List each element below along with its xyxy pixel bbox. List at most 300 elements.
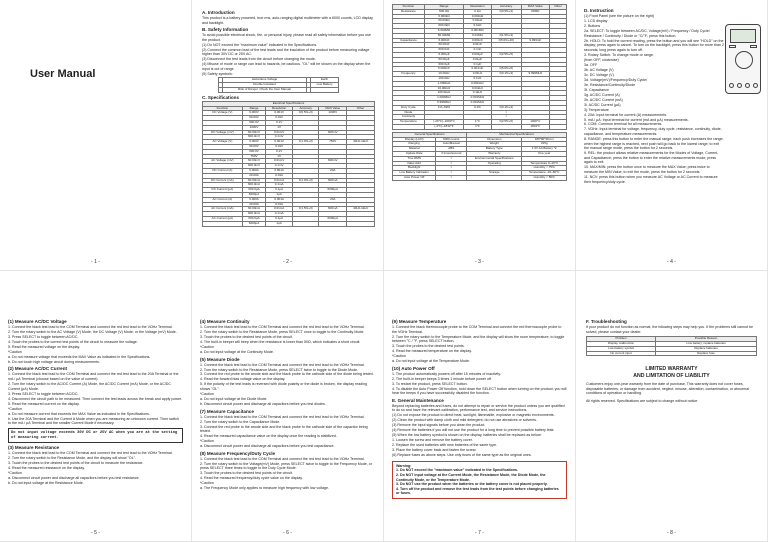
table-cell: √ <box>491 110 521 115</box>
page-number: - 6 - <box>283 530 292 536</box>
table-cell: 0.01A <box>266 173 293 178</box>
table-cell: √ <box>436 166 467 171</box>
list-item: (6) Replace fuses as above steps. Use only fuses of the same type as the original ones. <box>392 453 532 458</box>
table-cell: 1μA <box>266 221 293 226</box>
capacitance-steps <box>200 415 375 449</box>
list-item: *Caution <box>200 344 214 349</box>
list-item: 10. MAX/MIN: press the button once to measure the MAX Value; press twice to measure the MIN Value; to exit the mode, press the button for 2 seconds. <box>584 165 710 174</box>
table-cell: 0.1mV <box>266 135 293 140</box>
table-cell: 0.1V <box>266 121 293 126</box>
table-cell: Environmental Specifications <box>467 156 522 161</box>
warranty-heading: LIMITED WARRANTY AND LIMITATION OF LIABILITY <box>633 366 710 379</box>
list-item: 3g. AC/DC Current (A) <box>584 92 620 97</box>
list-item: b. Use the 20A Terminal and the Current A Mode when you are measuring an unknown current. Then switch to the mA / μA Terminal and the smaller Current Mode if necessary. <box>8 416 180 426</box>
table-cell: ±(2.5%+5) <box>491 120 521 125</box>
list-item: 1. Connect the black test lead to the COM Terminal and connect the red test lead to the VΩHz Terminal. <box>8 451 173 456</box>
warning-heading: Warning: <box>396 463 412 468</box>
list-item: a. Do not input voltage at the Continuity Mode. <box>200 349 274 354</box>
section-heading: A. Introduction <box>202 10 235 15</box>
list-item: (5) When the low battery symbol is shown on the display, batteries shall be replaced as below: <box>392 433 542 438</box>
rights-text: All rights reserved. Specifications are subject to change without notice. <box>586 398 699 403</box>
table-cell <box>467 175 522 180</box>
column-header: Function <box>393 5 425 10</box>
current-steps <box>8 372 183 425</box>
table-cell: 1.5V AA Battery *2 <box>522 147 567 152</box>
table-cell: Ranging <box>393 142 436 147</box>
table-cell: Replace fuse <box>656 351 757 356</box>
table-cell: 6.000nF <box>424 38 463 43</box>
table-cell: 1μA <box>266 193 293 198</box>
table-cell: Update Rate <box>393 151 436 156</box>
page-7 <box>384 271 576 542</box>
table-cell: 180*90*46mm <box>522 137 567 142</box>
table-cell: 600.0mA <box>242 212 265 217</box>
column-header: Other <box>347 106 375 111</box>
list-item: 3. Connect the red probe to the anode side and the black probe to the cathode side of the diode being tested. <box>200 372 374 377</box>
page-number: - 4 - <box>667 259 676 265</box>
page-number: - 1 - <box>91 259 100 265</box>
table-cell: 6000 counts <box>436 137 467 142</box>
table-cell: 9.999mF <box>521 38 550 43</box>
table-cell: 1.000kHz <box>424 81 463 86</box>
list-item: 3. To restart the product, press SELECT button. <box>392 381 468 386</box>
table-cell: Humidity < 80% <box>522 175 567 180</box>
list-item: 2. Turn the rotary switch to the AC/DC Current (A) Mode, the AC/DC Current (mA) Mode, or the AC/DC Current (μA) Mode. <box>8 382 171 391</box>
table-cell: 0.001A <box>266 169 293 174</box>
table-cell: Replace batteries <box>656 346 757 351</box>
list-item: 4. Touch the probes to the correct test points of the circuit to measure the voltage. <box>8 339 138 344</box>
table-cell: √ <box>436 171 467 176</box>
section-heading: (1) Measure AC/DC Voltage <box>8 319 67 324</box>
table-cell: 60.00μF <box>424 57 463 62</box>
table-cell: Warranty <box>467 151 522 156</box>
table-cell: 9.999MHz <box>521 72 550 77</box>
table-cell: AC Current (μA) <box>203 217 243 222</box>
list-item: (4) Remove the batteries if you will not use the product for a long time to prevent possible battery leak. <box>392 428 555 433</box>
table-cell: 0.1μA <box>266 188 293 193</box>
section-heading: (10) Auto Power Off <box>392 365 435 371</box>
rotary-switch-icon <box>735 51 753 69</box>
table-cell: ±(1.0%+3) <box>293 140 319 145</box>
list-item: 4. Turn off the product and remove the test leads from the test points before changing batteries or fuses. <box>396 486 559 496</box>
table-cell: Data Hold <box>393 161 436 166</box>
table-cell: 0.001A <box>266 197 293 202</box>
table-cell: 0.01nF <box>464 43 492 48</box>
table-cell: 0.01A <box>266 202 293 207</box>
table-cell: 10.00kHz <box>424 86 463 91</box>
symbols-table <box>218 77 339 92</box>
list-item: 1. Connect the black test lead to the COM Terminal and connect the red test lead to the VΩHz Terminal. <box>200 325 365 329</box>
list-item: 3c. DC Voltage (V) <box>584 72 614 77</box>
list-item: a. Do not measure current that exceeds the MAX Value as indicated in the Specifications. <box>8 411 150 416</box>
table-cell: 0.1kHz <box>464 91 492 96</box>
list-item: 4. The built-in beeper will beep when the resistance is lower than 50Ω, which indicates a short circuit. <box>200 339 361 344</box>
table-cell: 6000μA <box>242 193 265 198</box>
table-cell: 0.001nF <box>464 38 492 43</box>
jack-ma-icon <box>737 83 742 88</box>
table-cell: Diode <box>393 110 425 115</box>
list-item: 3. Press SELECT to toggle between AC/DC. <box>8 334 79 339</box>
table-cell: 60.00V <box>242 145 265 150</box>
table-cell: Material <box>393 147 436 152</box>
list-item: (from OFF, clockwise) <box>584 57 619 62</box>
table-cell: 600.0mV <box>242 135 265 140</box>
table-cell: 600.0μF <box>424 62 463 67</box>
list-item: (1) Front Panel (see the picture on the right) <box>584 14 654 18</box>
instruction-list <box>584 14 724 184</box>
table-cell: Duty Cycle <box>393 105 425 110</box>
list-item: 4. Read the forward bias voltage value on the display. <box>200 377 286 382</box>
list-item: 4. Read the measured temperature on the display. <box>392 349 472 354</box>
table-cell: 600.0V <box>242 121 265 126</box>
list-item: 1. Connect the black test lead to the COM Terminal and connect the red test lead to the VΩHz Terminal. <box>8 325 173 329</box>
list-item: 3i. AC/DC Current (μA) <box>584 102 621 107</box>
table-cell: 0.1Hz <box>464 76 492 81</box>
column-header: Possible Reason <box>656 337 757 342</box>
section-heading: (3) Measure Resistance <box>8 445 60 451</box>
list-item: a. The Frequency Mode only applies to measure high frequency with low voltage. <box>200 486 329 491</box>
safety-list <box>202 33 375 76</box>
voltage-steps <box>8 325 183 364</box>
list-item: 3b. AC Voltage (V) <box>584 67 614 72</box>
column-header: Problem <box>587 337 656 342</box>
table-cell: 0.01kΩ <box>464 19 492 24</box>
list-item: 2. Replace the used batteries with new batteries of the same type. <box>392 443 498 448</box>
warning-list <box>396 468 563 496</box>
table-cell: Risk of Danger. Check the User Manual <box>223 88 306 93</box>
column-header: MAX Value <box>521 5 550 10</box>
list-item: 1. The product automatically powers off after 15 minutes of inactivity. <box>392 371 501 376</box>
table-cell: 6.000V <box>242 111 265 116</box>
list-item: 5. Read the measured current on the display. <box>8 401 80 406</box>
table-cell: No current input <box>587 351 656 356</box>
spec-table-continued <box>392 4 567 130</box>
list-item: 2. The built-in beeper beeps 3 times 1 minute before power off. <box>392 376 492 381</box>
section-heading: F. Troubleshooting <box>586 319 627 324</box>
section-heading: (9) Measure Temperature <box>392 319 447 324</box>
troubleshooting-intro: If your product do not function as normal, the following steps may help you. If the problems still cannot be solved, please contact your dealer. <box>586 325 754 334</box>
table-cell: Weight <box>467 142 522 147</box>
table-cell <box>293 221 319 226</box>
table-cell: DC Voltage (mV) <box>203 130 243 135</box>
table-cell: Dimension <box>467 137 522 142</box>
list-item: a. Do not input voltage at the Diode Mode. <box>200 397 268 402</box>
table-cell: Auto Power Off <box>393 175 436 180</box>
table-cell: ±(0.1%+3) <box>491 72 521 77</box>
table-cell: √ <box>436 175 467 180</box>
table-cell: 6.000V <box>242 140 265 145</box>
table-cell: 0.01mV <box>266 159 293 164</box>
table-cell: DC Current (mA) <box>203 178 243 183</box>
table-cell: DC Voltage (V) <box>203 111 243 116</box>
table-cell: ±(5.0%+5) <box>491 67 521 72</box>
list-item: 5. Read the measured voltage on the display. <box>8 344 81 349</box>
table-cell: 60.00mA <box>242 207 265 212</box>
column-header: General Specifications <box>393 132 467 137</box>
table-cell: √ <box>436 161 467 166</box>
table-cell <box>203 221 243 226</box>
list-item: 4. Disconnect the circuit path to be measured. Then connect the test leads across the break and apply power. <box>8 396 182 401</box>
list-item: 7. VΩHz: Input terminal for voltage, frequency, duty cycle, resistance, continuity, diode, capacitance, and temperature measurements. <box>584 127 722 137</box>
table-cell: 40Hz-1kHz <box>347 207 375 212</box>
table-cell: 0.01kHz <box>464 86 492 91</box>
table-row <box>393 175 567 180</box>
page-6 <box>192 271 384 542</box>
intro-text: This product is a battery powered, true rms, auto-ranging digital multimeter with a 6000 counts, LCD display and backlight. <box>202 16 373 25</box>
table-cell: Low Battery <box>310 83 338 88</box>
page-number: - 3 - <box>475 259 484 265</box>
table-cell: 20.00A <box>242 173 265 178</box>
table-cell: AC Current (mA) <box>203 207 243 212</box>
table-cell: 0.001V <box>266 140 293 145</box>
table-cell: √ <box>436 156 467 161</box>
list-item: 1. LCD display <box>584 18 608 23</box>
list-item: To avoid possible electrical shock, fire, or personal injury, please read all safety information before you use the product. <box>202 33 371 42</box>
jack-20a-icon <box>729 83 734 88</box>
electrical-spec-table <box>202 101 375 227</box>
select-button-icon <box>729 45 736 48</box>
table-cell: 0.001mF <box>464 67 492 72</box>
table-cell: Temperature -20~60°C <box>522 171 567 176</box>
list-item: *Caution <box>8 471 22 476</box>
list-item: 6. COM: Common terminal for all measurements. <box>584 122 663 127</box>
table-cell: 0.1mV <box>266 164 293 169</box>
table-cell: 0.001MHz <box>464 100 492 105</box>
page-2 <box>192 0 384 271</box>
list-item: 1. Connect the black test lead to the COM Terminal and connect the red test lead to the VΩHz Terminal. <box>200 414 365 419</box>
table-cell: Display malfunction <box>587 341 656 346</box>
list-item: 2. Do NOT input voltage at the Current Mode, the Resistance Mode, the Diode Mode, the Continuity Mode, or the Temperature Mode. <box>396 473 546 482</box>
list-item: 3f. Capacitance <box>584 87 609 92</box>
list-item: (3) Disconnect the test leads from the circuit before changing the mode. <box>202 57 316 62</box>
lcd-display-icon <box>730 29 756 43</box>
table-cell: 0.1μA <box>266 217 293 222</box>
list-item: Beyond replacing batteries and fuses, do not attempt to repair or service the product unless you are qualified to do so and have the relevant calibration, performance test, and service instructions. <box>392 403 565 413</box>
section-heading: (2) Measure AC/DC Current <box>8 366 68 372</box>
page-4 <box>576 0 768 271</box>
table-cell: 0.001kΩ <box>464 14 492 19</box>
list-item: (2) Clean the product with damp cloth and mild detergent; do not use abrasives or solvents. <box>392 418 538 423</box>
table-cell: Hazardous Voltage <box>223 78 306 83</box>
table-cell: Capacitance <box>393 38 425 43</box>
list-item: 3j. Temperature <box>584 107 609 112</box>
table-cell <box>550 124 567 129</box>
column-header: Accuracy <box>293 106 319 111</box>
troubleshooting-table <box>586 336 757 356</box>
section-heading: (5) Measure Diode <box>200 356 240 362</box>
table-cell: 6.000μF <box>424 52 463 57</box>
table-row <box>203 221 375 226</box>
table-cell: Display (LCD) <box>393 137 436 142</box>
column-header: Range <box>242 106 265 111</box>
list-item: 5. mA / μA: Input terminal for current (mA and μA) measurements. <box>584 117 689 122</box>
page-number: - 2 - <box>283 259 292 265</box>
table-cell: 600mV <box>319 130 347 135</box>
list-item: (3) Remove the input signals before you clean the product. <box>392 423 486 428</box>
table-cell: 1000°C <box>521 120 550 125</box>
list-item: a. Do not input voltage at the Temperature Mode. <box>392 359 471 364</box>
list-item: 3. Place the battery cover back and fasten the screw. <box>392 448 477 453</box>
list-item: b. Do not input voltage at the Resistance Mode. <box>8 481 84 486</box>
table-cell: Earth <box>310 78 338 83</box>
list-item: 9. REL: the product allows relative measurements for the Modes of Voltage, Current, and Capacitance; press the button to enter the relative measurements mode; press again to exit. <box>584 151 719 165</box>
table-cell: 750V <box>319 140 347 145</box>
list-item: 2. Turn the rotary switch to the Resistance Mode, and the display will show "OL". <box>8 456 136 461</box>
table-cell: 0.1μF <box>464 62 492 67</box>
table-cell: 60.00MΩ <box>424 33 463 38</box>
table-cell: 60.00mA <box>242 178 265 183</box>
table-cell: Backlight <box>393 166 436 171</box>
table-cell: Operating <box>467 161 522 166</box>
table-cell: AC Current (A) <box>203 197 243 202</box>
page-8 <box>576 271 768 542</box>
list-item: 2. Turn the rotary switch to the Capacitance Mode. <box>200 419 281 424</box>
table-cell: 600.0μA <box>242 217 265 222</box>
list-item: 4. To disable the Auto Power Off function, hold down the SELECT button when turning on the product; you will hear the beeps if you have successfully disabled the function. <box>392 386 567 396</box>
table-cell: 600.0Ω <box>424 9 463 14</box>
table-cell <box>393 124 425 129</box>
section-heading: (7) Measure Capacitance <box>200 408 254 414</box>
table-cell: 0.001V <box>266 111 293 116</box>
warranty-text: Customers enjoy one-year warranty from the date of purchase. This warranty does not cover fuses, disposable batteries, or damage from accident, neglect, misuse, alteration, contamination, or abnormal conditions of operation or handling. <box>586 382 750 396</box>
table-cell: 600.0kΩ <box>424 24 463 29</box>
list-item: (4) Misuse of mode or range can lead to hazards, be cautious. "OL" will be shown on the display when the input is out of range. <box>202 62 371 71</box>
list-item: *Caution <box>200 481 214 486</box>
table-cell <box>319 221 347 226</box>
list-item: 4. Read the measured capacitance value on the display once the reading is stabilized. <box>200 434 337 439</box>
table-cell: 20.00A <box>242 202 265 207</box>
page-number: - 7 - <box>475 530 484 536</box>
table-cell: 0.01MΩ <box>464 33 492 38</box>
list-item: (1) Do NOT exceed the "maximum value" indicated in the Specifications. <box>202 42 318 47</box>
table-cell: 0.01V <box>266 116 293 121</box>
table-cell: 10.00Hz <box>424 72 463 77</box>
table-cell: 6.000A <box>242 197 265 202</box>
table-row <box>219 88 339 93</box>
page-5 <box>0 271 192 542</box>
table-cell: 6000μA <box>319 188 347 193</box>
table-cell: Frequency <box>393 72 425 77</box>
table-cell: 0.001MΩ <box>464 28 492 33</box>
table-cell: AC Voltage (mV) <box>203 159 243 164</box>
list-item: 2. Turn the rotary switch to the Resistance Mode, press SELECT once to toggle to the Continuity Mode. <box>200 329 365 334</box>
list-item: 1. Connect the black test lead to the COM Terminal and connect the red test lead to the VΩHz Terminal. <box>200 456 365 461</box>
table-cell: 0.01V <box>266 145 293 150</box>
table-cell: 60MΩ <box>521 9 550 14</box>
table-cell: 60.00mV <box>242 130 265 135</box>
list-item: 4. Read the measured frequency/duty cycle value on the display. <box>200 476 303 481</box>
table-cell: 40Hz-1kHz <box>347 140 375 145</box>
table-cell: 600.0nF <box>424 48 463 53</box>
list-item: a. Do not measure voltage that exceeds the MAX Value as indicated in the Specifications. <box>8 354 151 359</box>
list-item: *Caution <box>8 406 22 411</box>
multimeter-front-panel-illustration <box>725 24 761 94</box>
frequency-steps <box>200 457 375 491</box>
list-item: 2a. SELECT: To toggle between AC/DC, Voltage(mV) / Frequency / Duty Cycle/ Resistance / Continuity / Diode or °C/°F; press this button. <box>584 28 710 38</box>
table-cell: 100.0Hz <box>424 76 463 81</box>
list-item: 8. RANGE: press this button to enter the manual range; each push increases the range; when the highest range is reached, next push will go back to the lowest range; to exit the manual range mode, press the button for 2 seconds. <box>584 137 724 151</box>
column-header: Range <box>424 5 463 10</box>
list-item: 11. NCV: press this button when you measure AC Voltage or AC Current to measure their frequency/duty cycle. <box>584 174 718 184</box>
column-header: Mechanical Specifications <box>467 132 567 137</box>
table-cell: ±(0.5%+3) <box>491 9 521 14</box>
list-item: 1. Loosen the screw and remove the battery cover. <box>392 438 473 443</box>
list-item: 3. Touch the probes to the desired test points. <box>392 344 465 349</box>
table-cell: 0.1nF <box>464 48 492 53</box>
table-cell: 0.1mA <box>266 183 293 188</box>
manual-title: User Manual <box>30 68 96 80</box>
list-item: 2. Turn the rotary switch to the Resistance Mode, press SELECT twice to toggle to the Diode Mode. <box>200 367 359 372</box>
list-item: b. Do not touch high voltage circuit during measurements. <box>8 359 100 364</box>
table-cell: 0.001μF <box>464 52 492 57</box>
page-number: - 8 - <box>667 530 676 536</box>
list-item: 2b. HOLD: To hold the current reading, press the button and you will see "HOLD" on the display; press again to cancel. To turn on the backlight, press this button for more than 2 seconds; long press again to turn off. <box>584 38 724 52</box>
table-cell: Continuity <box>393 115 425 120</box>
column-header: Function <box>203 106 243 111</box>
table-cell: 0.01mV <box>266 130 293 135</box>
list-item: 1. Connect the black test lead to the COM Terminal and connect the red test lead to the 20A Terminal or the mA / μA Terminal (choose based on the value of current). <box>8 372 179 382</box>
table-cell: 1°F <box>464 124 492 129</box>
table-cell: 750V <box>242 154 265 159</box>
table-cell: Low battery symbol <box>587 346 656 351</box>
table-cell: 0.001MHz <box>464 96 492 101</box>
table-cell: √ <box>491 115 521 120</box>
table-cell: 315g <box>522 142 567 147</box>
list-item: *Caution <box>392 354 406 359</box>
table-row <box>393 124 567 129</box>
list-item: 4. 20A: Input terminal for current (A) measurements. <box>584 112 668 117</box>
list-item: 1. Do NOT exceed the "maximum value" indicated in the Specifications. <box>396 468 519 473</box>
table-cell: ±(0.5%+3) <box>293 111 319 116</box>
list-item: 3. Press SELECT to toggle between AC/DC. <box>8 391 79 396</box>
table-cell: 20A <box>319 197 347 202</box>
table-cell: 0.1Ω <box>464 9 492 14</box>
table-row <box>587 351 757 356</box>
table-cell: 60.00V <box>242 116 265 121</box>
table-cell: ±(1.5%+3) <box>491 33 521 38</box>
table-cell: 60.00nF <box>424 43 463 48</box>
section-heading: D. Instruction <box>584 8 614 13</box>
current-warning: Do not input voltage exceeds 30V DC or 25V AC when you are at the setting of measuring current. <box>8 428 183 444</box>
table-cell: 1832°F <box>521 124 550 129</box>
maintenance-list <box>392 404 567 458</box>
column-header: Other <box>550 5 567 10</box>
table-cell: Humidity < 75% <box>522 166 567 171</box>
list-item: 1. Connect the black thermocouple probe to the COM Terminal and connect the red thermocouple probe to the VΩHz Terminal. <box>392 325 562 334</box>
list-item: *Caution <box>8 349 22 354</box>
list-item: 3a. OFF <box>584 62 598 67</box>
table-cell: Auto/Manual <box>436 142 467 147</box>
table-cell: 1000V <box>242 125 265 130</box>
list-item: 3e. Resistance/Continuity/Diode <box>584 82 636 87</box>
section-heading: (8) Measure Frequency/Duty Cycle <box>200 450 276 456</box>
table-cell: 60.00kΩ <box>424 19 463 24</box>
table-cell: 600mA <box>319 207 347 212</box>
table-cell: Low Battery Indication <box>393 171 436 176</box>
table-cell: AC Voltage (V) <box>203 140 243 145</box>
list-item: 3. Do NOT use the product when the batteries or the battery cover is not placed properly. <box>396 482 548 487</box>
list-item: 3. Touch the probes to the desired test points of the circuit. <box>200 334 294 339</box>
table-cell: 20A <box>319 169 347 174</box>
list-item: *Caution <box>200 392 214 397</box>
table-cell: 6.000MΩ <box>424 28 463 33</box>
table-cell: 1V <box>266 125 293 130</box>
list-item: 5. If the polarity of the test leads is reversed with diode polarity or the diode is broken, the display reading shows "OL". <box>200 382 368 392</box>
column-header: Accuracy <box>491 5 521 10</box>
list-item: 2. Turn the rotary switch to the Temperature Mode, and the display will show the room temperature; to toggle between °C / °F, press SELECT button. <box>392 334 565 344</box>
table-cell: 600mV <box>319 159 347 164</box>
table-cell: Resistance <box>393 9 425 14</box>
